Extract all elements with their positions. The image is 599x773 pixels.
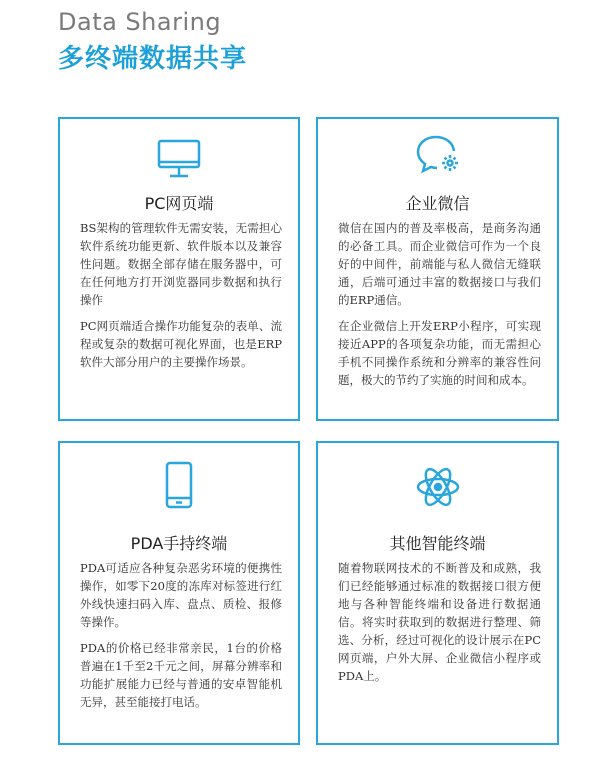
card-body [80,559,282,719]
card-paragraph: PDA的价格已经非常亲民，1台的价格普遍在1千至2千元之间，屏幕分辨率和功能扩展能力已经与普通的安卓智能机无异，甚至能接打电话。 [80,641,282,709]
header-title-en: Data Sharing [58,8,222,36]
card-paragraph: 微信在国内的普及率极高，是商务沟通的必备工具。而企业微信可作为一个良好的中间件，前端能与私人微信无缝联通，后端可通过丰富的数据接口与我们的ERP通信。 [338,221,541,307]
card-title: 其他智能终端 [389,534,486,553]
header-title-cn: 多终端数据共享 [58,44,248,74]
card-paragraph: 在企业微信上开发ERP小程序，可实现接近APP的各项复杂功能，而无需担心手机不同操作系统和分辨率的兼容性问题，极大的节约了实施的时间和成本。 [338,319,541,387]
card-paragraph: 随着物联网技术的不断普及和成熟，我们已经能够通过标准的数据接口很方便地与各种智能终端和设备进行数据通信。将实时获取到的数据进行整理、筛选、分析，经过可视化的设计展示在PC网页端，户外大屏、企业微信小程序或PDA上。 [338,561,541,683]
card-paragraph: BS架构的管理软件无需安装，无需担心软件系统功能更新、软件版本以及兼容性问题。数据全部存储在服务器中，可在任何地方打开浏览器同步数据和执行操作 [80,221,282,307]
card-body [338,219,541,397]
card-title: 企业微信 [405,194,470,213]
card-body [80,219,282,379]
card-wechat-work [316,117,559,421]
card-pc-web [58,117,300,421]
card-paragraph: PC网页端适合操作功能复杂的表单、流程或复杂的数据可视化界面，也是ERP软件大部分用户的主要操作场景。 [80,319,282,369]
card-title: PDA手持终端 [130,534,228,553]
wechat-work-icon [414,131,462,179]
card-title: PC网页端 [144,194,214,213]
card-pda [58,441,300,745]
card-body [338,559,541,693]
monitor-icon [155,135,203,183]
card-other-terminals [316,441,559,745]
atom-icon [414,463,462,511]
card-paragraph: PDA可适应各种复杂恶劣环境的便携性操作，如零下20度的冻库对标签进行红外线快速扫码入库、盘点、质检、报修等操作。 [80,561,282,629]
handheld-device-icon [155,461,203,509]
